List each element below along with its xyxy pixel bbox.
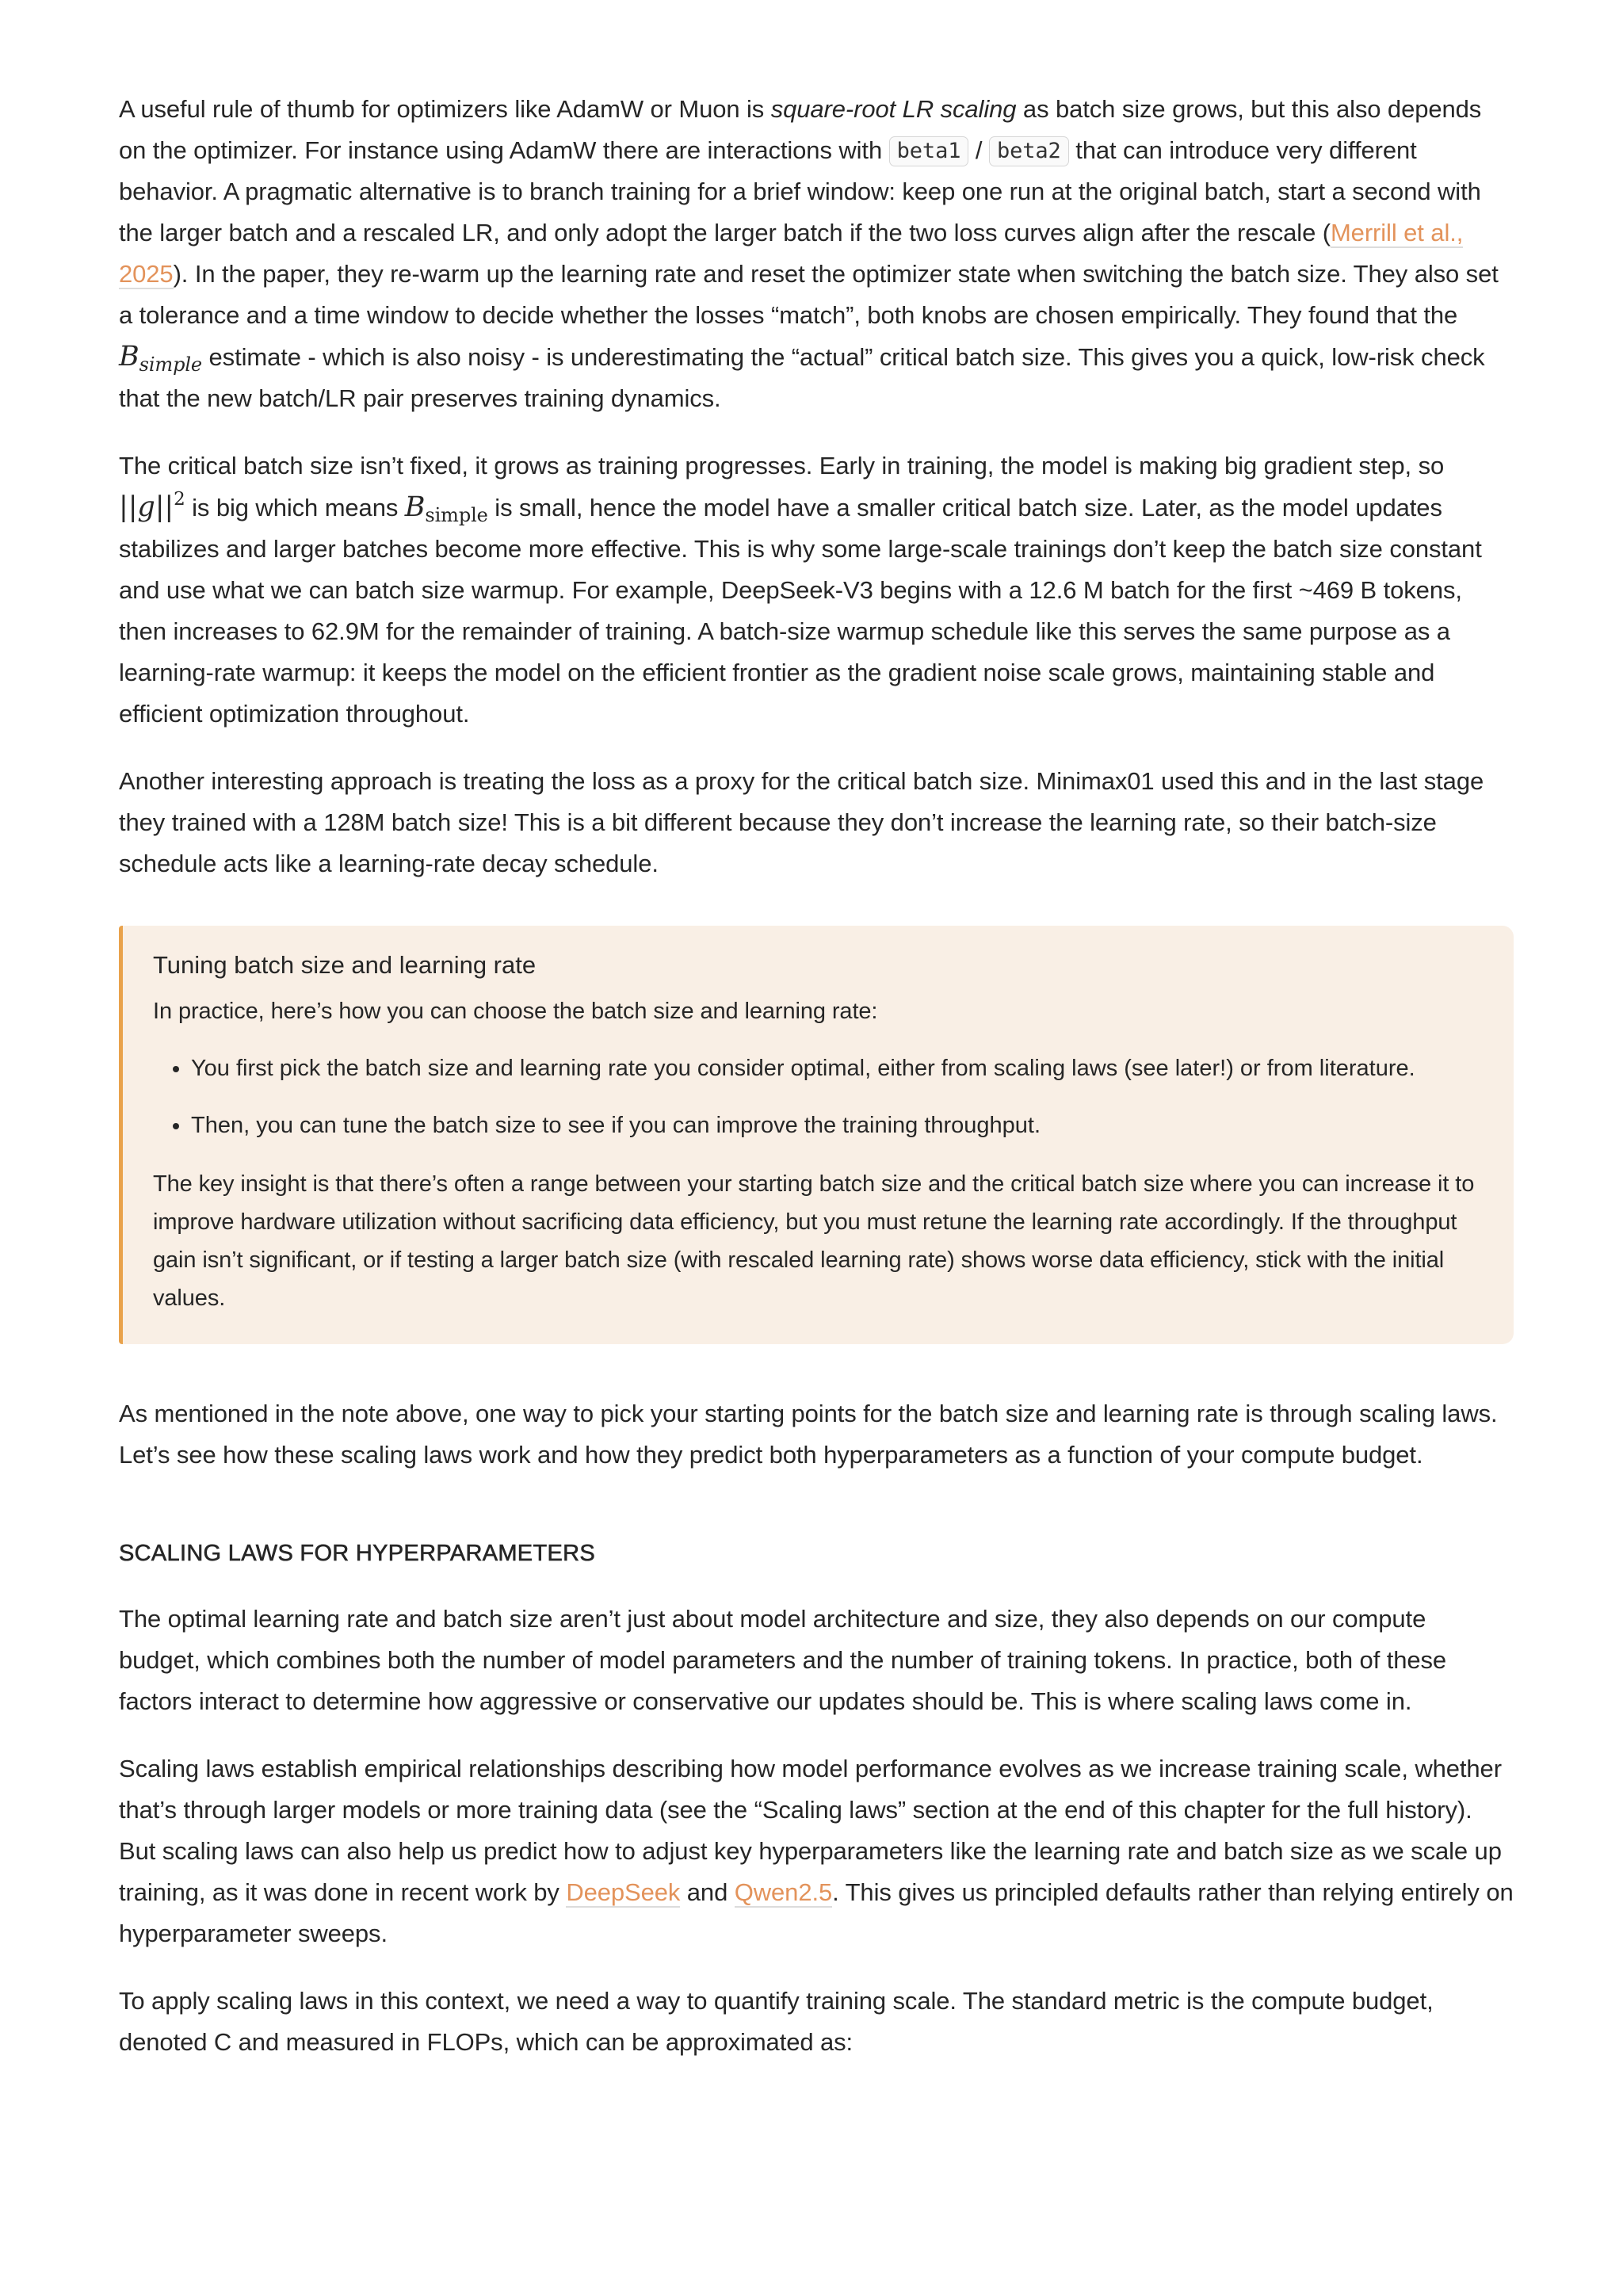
emphasis-square-root-lr-scaling: square-root LR scaling bbox=[770, 95, 1017, 123]
math-gradient-norm-squared: $||g||^2$ bbox=[119, 489, 185, 523]
section-heading: SCALING LAWS FOR HYPERPARAMETERS bbox=[119, 1541, 595, 1566]
note-key-insight: The key insight is that there’s often a range between your starting batch size and the critical batch size where you can increase it to improve hardware utilization without sacrificing data efficiency, but you must retune the learning rate accordingly. If the throughput gain isn’t significant, or if testing a larger batch size (with rescaled learning rate) shows worse data efficiency, stick with the initial values. bbox=[153, 1171, 1475, 1311]
link-deepseek[interactable]: DeepSeek bbox=[566, 1878, 681, 1906]
note-intro: In practice, here’s how you can choose the batch size and learning rate: bbox=[153, 999, 878, 1024]
paragraph-scaling-laws: Scaling laws establish empirical relationships describing how model performance evolves as we increase training scale, whether that’s through larger models or more training data (see the “Scaling laws” section at the end of this chapter for the full history). But scaling laws can also help us predict how to adjust key hyperparameters like the learning rate and batch size as we scale up training, as it was done in recent work by DeepSeek and Qwen2.5. This gives us principled defaults rather than relying entirely on hyperparameter sweeps. bbox=[119, 1755, 1514, 1947]
note-callout bbox=[119, 926, 1514, 1344]
list-item: • You first pick the batch size and learning rate you consider optimal, either from scaling laws (see later!) or from literature. bbox=[191, 1049, 1485, 1087]
note-list bbox=[153, 1049, 1485, 1144]
citation-merrill-2025[interactable]: Merrill et al., 2025 bbox=[119, 219, 1464, 288]
paragraph-sqrt-lr-scaling: A useful rule of thumb for optimizers like AdamW or Muon is square-root LR scaling as batch size grows, but this also depends on the optimizer. For instance using AdamW there are interactions with beta1 / beta2 that can introduce very different behavior. A pragmatic alternative is to branch training for a brief window: keep one run at the original batch, start a second with the larger batch and a rescaled LR, and only adopt the larger batch if the two loss curves align after the rescale (Merrill et al., 2025). In the paper, they re-warm up the learning rate and reset the optimizer state when switching the batch size. They also set a tolerance and a time window to decide whether the losses “match”, both knobs are chosen empirically. They found that the $B_{simple}$ estimate - which is also noisy - is underestimating the “actual” critical batch size. This gives you a quick, low-risk check that the new batch/LR pair preserves training dynamics. bbox=[119, 95, 1499, 412]
paragraph-loss-proxy: Another interesting approach is treating the loss as a proxy for the critical batch size. Minimax01 used this and in the last stage they trained with a 128M batch size! This is a bit different because they don’t increase the learning rate, so their batch-size schedule acts like a learning-rate decay schedule. bbox=[119, 767, 1484, 877]
list-item: • Then, you can tune the batch size to see if you can improve the training throughput. bbox=[191, 1106, 1485, 1144]
paragraph-critical-batch-size: The critical batch size isn’t fixed, it grows as training progresses. Early in training, the model is making big gradient step, so $||g||^2$ is big which means $B_{simple}$ is small, hence the model have a smaller critical batch size. Later, as the model updates stabilizes and larger batches become more effective. This is why some large-scale trainings don’t keep the batch size constant and use what we can batch size warmup. For example, DeepSeek-V3 begins with a 12.6 M batch for the first ~469 B tokens, then increases to 62.9M for the remainder of training. A batch-size warmup schedule like this serves the same purpose as a learning-rate warmup: it keeps the model on the efficient frontier as the gradient noise scale grows, maintaining stable and efficient optimization throughout. bbox=[119, 452, 1482, 728]
code-beta1: beta1 bbox=[889, 136, 969, 166]
paragraph-flops: To apply scaling laws in this context, we need a way to quantify training scale. The standard metric is the compute budget, denoted C and measured in FLOPs, which can be approximated as: bbox=[119, 1987, 1434, 2056]
code-beta2: beta2 bbox=[989, 136, 1069, 166]
link-qwen2-5[interactable]: Qwen2.5 bbox=[734, 1878, 833, 1906]
math-b-simple-upright: $B_{simple}$ bbox=[404, 491, 488, 526]
note-title: Tuning batch size and learning rate bbox=[153, 951, 537, 979]
math-b-simple: $B_{simple}$ bbox=[119, 341, 203, 376]
paragraph-compute-budget: The optimal learning rate and batch size aren’t just about model architecture and size, they also depends on our compute budget, which combines both the number of model parameters and the number of training tokens. In practice, both of these factors interact to determine how aggressive or conservative our updates should be. This is where scaling laws come in. bbox=[119, 1605, 1447, 1715]
article-body bbox=[119, 89, 1514, 2089]
paragraph-transition-scaling: As mentioned in the note above, one way to pick your starting points for the batch size and learning rate is through scaling laws. Let’s see how these scaling laws work and how they predict both hyperparameters as a function of your compute budget. bbox=[119, 1400, 1498, 1469]
